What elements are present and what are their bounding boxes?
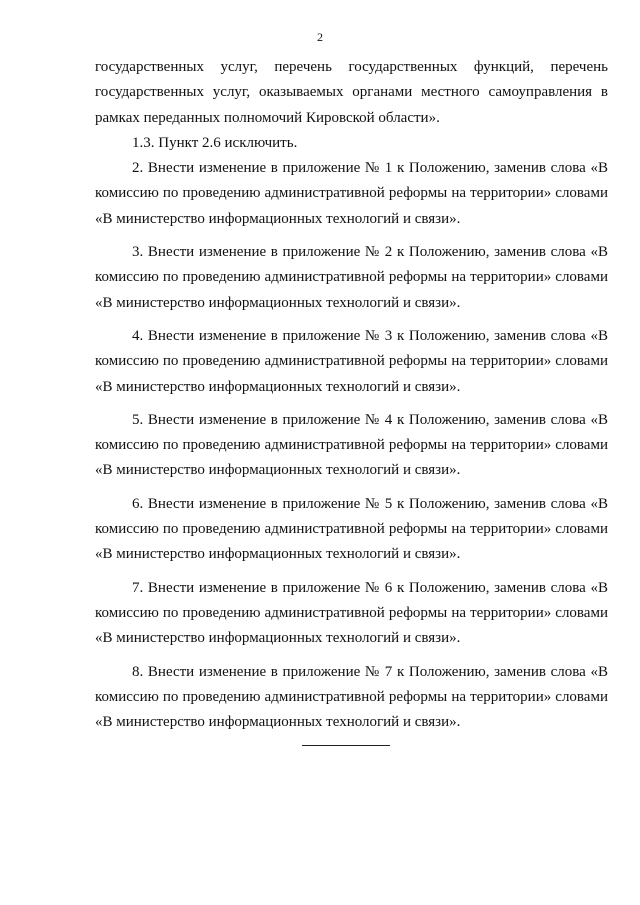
text-line: рамках переданных полномочий Кировской области». <box>95 109 440 126</box>
text-line: «В министерство информационных технологий и связи». <box>95 714 461 731</box>
paragraph-item-2 <box>95 156 608 232</box>
paragraph-item-6 <box>95 492 608 568</box>
text-line: «В министерство информационных технологий и связи». <box>95 462 461 479</box>
text-line: комиссию по проведению административной реформы на территории» словами <box>95 604 608 621</box>
text-line: 1.3. Пункт 2.6 исключить. <box>132 134 298 151</box>
text-line: комиссию по проведению административной реформы на территории» словами <box>95 269 608 286</box>
paragraph-continuation <box>95 55 608 131</box>
text-line: государственных услуг, оказываемых органами местного самоуправления в <box>95 84 608 101</box>
text-line: «В министерство информационных технологий и связи». <box>95 294 461 311</box>
text-line: 6. Внести изменение в приложение № 5 к Положению, заменив слова «В <box>132 495 608 512</box>
end-of-document-rule <box>302 745 390 746</box>
text-line: 4. Внести изменение в приложение № 3 к Положению, заменив слова «В <box>132 327 608 344</box>
paragraph-item-8 <box>95 660 608 736</box>
text-line: комиссию по проведению административной реформы на территории» словами <box>95 688 608 705</box>
text-line: 7. Внести изменение в приложение № 6 к Положению, заменив слова «В <box>132 579 608 596</box>
paragraph-item-7 <box>95 576 608 652</box>
text-line: 2. Внести изменение в приложение № 1 к Положению, заменив слова «В <box>132 160 608 177</box>
text-line: «В министерство информационных технологий и связи». <box>95 210 461 227</box>
text-line: «В министерство информационных технологий и связи». <box>95 630 461 647</box>
document-body <box>95 55 608 735</box>
text-line: комиссию по проведению административной реформы на территории» словами <box>95 353 608 370</box>
text-line: «В министерство информационных технологий и связи». <box>95 378 461 395</box>
paragraph-item-5 <box>95 408 608 484</box>
text-line: комиссию по проведению административной реформы на территории» словами <box>95 521 608 538</box>
text-line: «В министерство информационных технологий и связи». <box>95 546 461 563</box>
text-line: 3. Внести изменение в приложение № 2 к Положению, заменив слова «В <box>132 244 608 261</box>
text-line: 5. Внести изменение в приложение № 4 к Положению, заменив слова «В <box>132 411 608 428</box>
text-line: 8. Внести изменение в приложение № 7 к Положению, заменив слова «В <box>132 663 608 680</box>
page-number: 2 <box>317 30 323 44</box>
text-line: государственных услуг, перечень государственных функций, перечень <box>95 59 608 75</box>
text-line: комиссию по проведению административной реформы на территории» словами <box>95 185 608 202</box>
paragraph-item-4 <box>95 324 608 400</box>
paragraph-item-1-3 <box>95 131 608 156</box>
text-line: комиссию по проведению административной реформы на территории» словами <box>95 437 608 454</box>
paragraph-item-3 <box>95 240 608 316</box>
